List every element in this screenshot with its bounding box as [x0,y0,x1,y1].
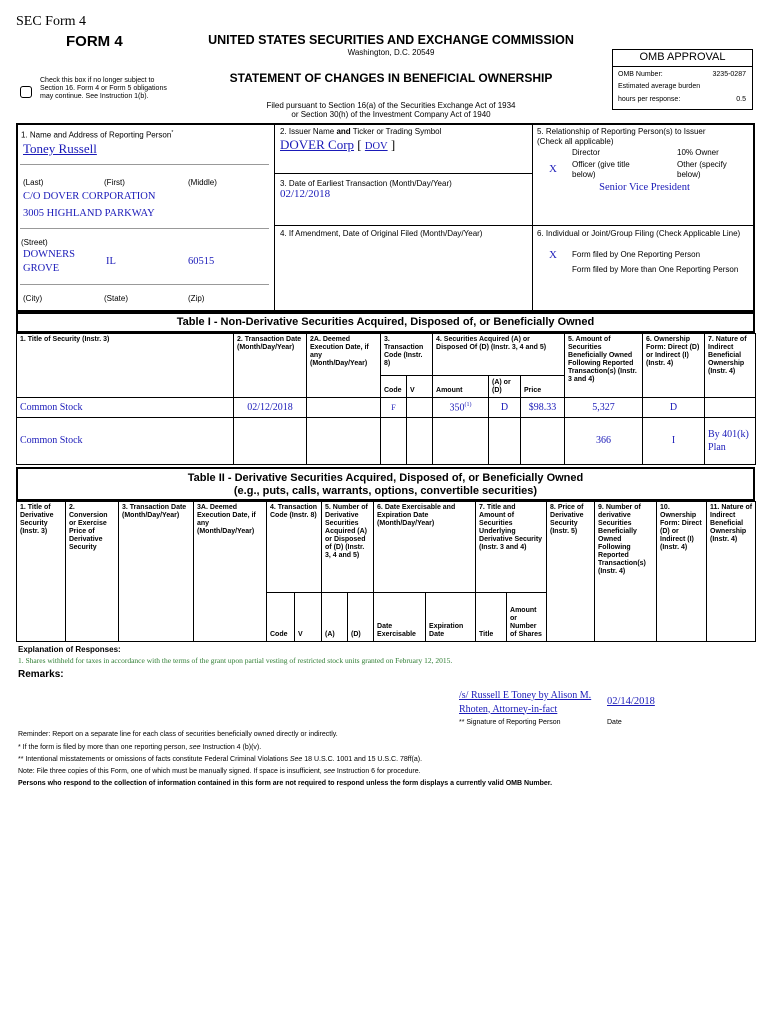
box5-sublabel: (Check all applicable) [537,137,614,146]
agency-title: UNITED STATES SECURITIES AND EXCHANGE COMMISSION [208,33,574,47]
state-value: IL [106,256,116,267]
other-label: Other (specify below) [677,160,727,179]
reporting-person-name-link[interactable]: Toney Russell [23,141,97,156]
t1-h-nature: 7. Nature of Indirect Beneficial Ownership (Instr. 4) [705,334,756,398]
director-label: Director [572,148,601,157]
checkbox-instruction: Check this box if no longer subject to Section 16. Form 4 or Form 5 obligations may continue. See Instruction 1(b). [40,77,167,101]
box5-label: 5. Relationship of Reporting Person(s) to Issuer [537,127,706,136]
t1-h-ownership-form: 6. Ownership Form: Direct (D) or Indirect (I) (Instr. 4) [643,334,705,398]
t1-r2-price [521,418,565,465]
t2-h-a-sub: (A) [322,593,348,642]
reminder-text: Reminder: Report on a separate line for each class of securities beneficially owned directly or indirectly. [18,731,338,738]
t1-r2-v [407,418,433,465]
t1-h-amount-sub: Amount [433,376,489,398]
address-line-1: C/O DOVER CORPORATION [23,191,156,202]
filed-pursuant-line-2: or Section 30(h) of the Investment Company Act of 1940 [291,110,491,119]
box6-label: 6. Individual or Joint/Group Filing (Check Applicable Line) [537,229,741,238]
table2 [16,501,756,642]
middle-label: (Middle) [188,178,217,187]
table2-title-line-2: (e.g., puts, calls, warrants, options, convertible securities) [233,485,538,497]
t2-h-number: 5. Number of Derivative Securities Acquired (A) or Disposed of (D) (Instr. 3, 4 and 5) [322,502,374,593]
t1-r2-nature: By 401(k) Plan [705,418,756,465]
omb-approval-box [612,49,753,110]
box2-label: 2. Issuer Name and Ticker or Trading Symbol [280,127,442,136]
filed-pursuant-line-1: Filed pursuant to Section 16(a) of the Securities Exchange Act of 1934 [266,101,516,110]
t1-h-code-sub: Code [381,376,407,398]
t1-r1-price: $98.33 [521,398,565,418]
box1-label: 1. Name and Address of Reporting Person* [21,130,174,140]
table1 [16,333,756,465]
t1-h-title: 1. Title of Security (Instr. 3) [17,334,234,398]
one-person-mark: X [549,249,557,261]
t1-h-code: 3. Transaction Code (Instr. 8) [381,334,433,376]
t2-h-deemed: 3A. Deemed Execution Date, if any (Month/Day/Year) [194,502,267,642]
t2-h-owned: 9. Number of derivative Securities Beneficially Owned Following Reported Transaction(s) (Instr. 4) [595,502,657,642]
state-label: (State) [104,294,129,303]
t1-r1-title: Common Stock [17,398,234,418]
t1-r1-date: 02/12/2018 [234,398,307,418]
note-text: Note: File three copies of this Form, one of which must be manually signed. If space is insufficient, see Instruction 6 for procedure. [18,768,421,775]
t1-r1-owned: 5,327 [565,398,643,418]
t2-h-nature: 11. Nature of Indirect Beneficial Ownership (Instr. 4) [707,502,756,642]
t1-r2-aord [489,418,521,465]
t1-h-price-sub: Price [521,376,565,398]
sec-form-label: SEC Form 4 [16,14,87,29]
signature-date: 02/14/2018 [607,696,655,707]
t1-r2-amount [433,418,489,465]
no-longer-subject-checkbox[interactable] [20,86,32,98]
t1-r2-title: Common Stock [17,418,234,465]
persons-notice: Persons who respond to the collection of information contained in this form are not required to respond unless the form displays a currently valid OMB Number. [18,780,553,787]
street-label: (Street) [21,238,48,247]
t1-r1-aord: D [489,398,521,418]
t2-h-d-sub: (D) [348,593,374,642]
remarks-label: Remarks: [18,669,64,680]
form-title: FORM 4 [66,33,123,50]
t1-h-deemed: 2A. Deemed Execution Date, if any (Month/Day/Year) [307,334,381,398]
city-value: DOWNERS GROVE [23,249,75,274]
officer-title: Senior Vice President [599,182,690,193]
t2-h-expiration-date: Expiration Date [426,593,476,642]
t1-r1-form: D [643,398,705,418]
omb-title: OMB APPROVAL [639,51,726,63]
box4-label: 4. If Amendment, Date of Original Filed (Month/Day/Year) [280,229,483,238]
t1-r2-date [234,418,307,465]
t1-h-v-sub: V [407,376,433,398]
city-label: (City) [23,294,43,303]
t2-h-title-sub: Title [476,593,507,642]
t1-r2-code [381,418,407,465]
signature-label: ** Signature of Reporting Person [459,719,561,726]
t1-h-aord-sub: (A) or (D) [489,376,521,398]
t1-r1-deemed [307,398,381,418]
officer-label: Officer (give title below) [572,160,630,179]
explanation-label: Explanation of Responses: [18,645,121,654]
t2-h-date-exercisable: Date Exercisable [374,593,426,642]
ticker-link[interactable]: DOV [364,141,388,152]
explanation-footnote-1: 1. Shares withheld for taxes in accordance with the terms of the grant upon partial vesting of restricted stock units granted on February 12, 2015. [18,656,453,665]
table-row [17,418,756,465]
t2-h-title: 1. Title of Derivative Security (Instr. 3) [17,502,66,642]
first-label: (First) [104,178,125,187]
t1-h-amount-owned: 5. Amount of Securities Beneficially Owned Following Reported Transaction(s) (Instr. 3 and 4) [565,334,643,398]
omb-number-value: 3235-0287 [712,71,746,78]
t2-h-date: 3. Transaction Date (Month/Day/Year) [119,502,194,642]
signature-value: /s/ Russell E Toney by Alison M. Rhoten, Attorney-in-fact [459,690,592,715]
t1-r2-deemed [307,418,381,465]
statement-title: STATEMENT OF CHANGES IN BENEFICIAL OWNERSHIP [229,71,553,85]
one-person-label: Form filed by One Reporting Person [572,250,701,259]
t1-r2-owned: 366 [565,418,643,465]
ten-percent-owner-label: 10% Owner [677,148,719,157]
officer-mark: X [549,163,557,175]
t2-h-form: 10. Ownership Form: Direct (D) or Indirect (I) (Instr. 4) [657,502,707,642]
table2-title-line-1: Table II - Derivative Securities Acquired, Disposed of, or Beneficially Owned [187,472,584,484]
footnote-star-1: * If the form is filed by more than one reporting person, see Instruction 4 (b)(v). [18,744,262,751]
omb-burden-label: Estimated average burden [618,83,701,90]
t2-h-conversion: 2. Conversion or Exercise Price of Derivative Security [66,502,119,642]
t1-r1-code: F [381,398,407,418]
issuer-line: DOVER Corp [ DOV ] [280,137,396,152]
omb-hours-label: hours per response: [618,96,681,103]
earliest-transaction-date: 02/12/2018 [280,188,331,200]
table-row [17,398,756,418]
agency-location: Washington, D.C. 20549 [347,48,435,57]
t2-h-amount-shares: Amount or Number of Shares [507,593,547,642]
t1-h-date: 2. Transaction Date (Month/Day/Year) [234,334,307,398]
zip-label: (Zip) [188,294,205,303]
omb-hours-value: 0.5 [736,96,746,103]
t2-h-price: 8. Price of Derivative Security (Instr. 5) [547,502,595,642]
more-persons-label: Form filed by More than One Reporting Person [572,265,739,274]
t1-r1-nature [705,398,756,418]
t2-h-underlying: 7. Title and Amount of Securities Underlying Derivative Security (Instr. 3 and 4) [476,502,547,593]
t1-r1-amount: 350$^{(1)}$ [433,398,489,418]
t1-h-securities: 4. Securities Acquired (A) or Disposed Of (D) (Instr. 3, 4 and 5) [433,334,565,376]
box3-label: 3. Date of Earliest Transaction (Month/Day/Year) [280,179,452,188]
footnote-star-2: ** Intentional misstatements or omissions of facts constitute Federal Criminal Violations See 18 U.S.C. 1001 and 15 U.S.C. 78ff(a). [18,756,423,763]
address-line-2: 3005 HIGHLAND PARKWAY [23,208,155,219]
issuer-name-link[interactable]: DOVER Corp [280,137,355,152]
t2-h-code: 4. Transaction Code (Instr. 8) [267,502,322,593]
t2-h-v-sub: V [295,593,322,642]
omb-number-label: OMB Number: [618,71,663,78]
zip-value: 60515 [188,256,215,267]
t1-r2-form: I [643,418,705,465]
last-label: (Last) [23,178,44,187]
t2-h-exercisable: 6. Date Exercisable and Expiration Date (Month/Day/Year) [374,502,476,593]
t2-h-code-sub: Code [267,593,295,642]
date-label: Date [607,719,622,726]
t1-r1-v [407,398,433,418]
table1-title: Table I - Non-Derivative Securities Acquired, Disposed of, or Beneficially Owned [176,316,595,328]
